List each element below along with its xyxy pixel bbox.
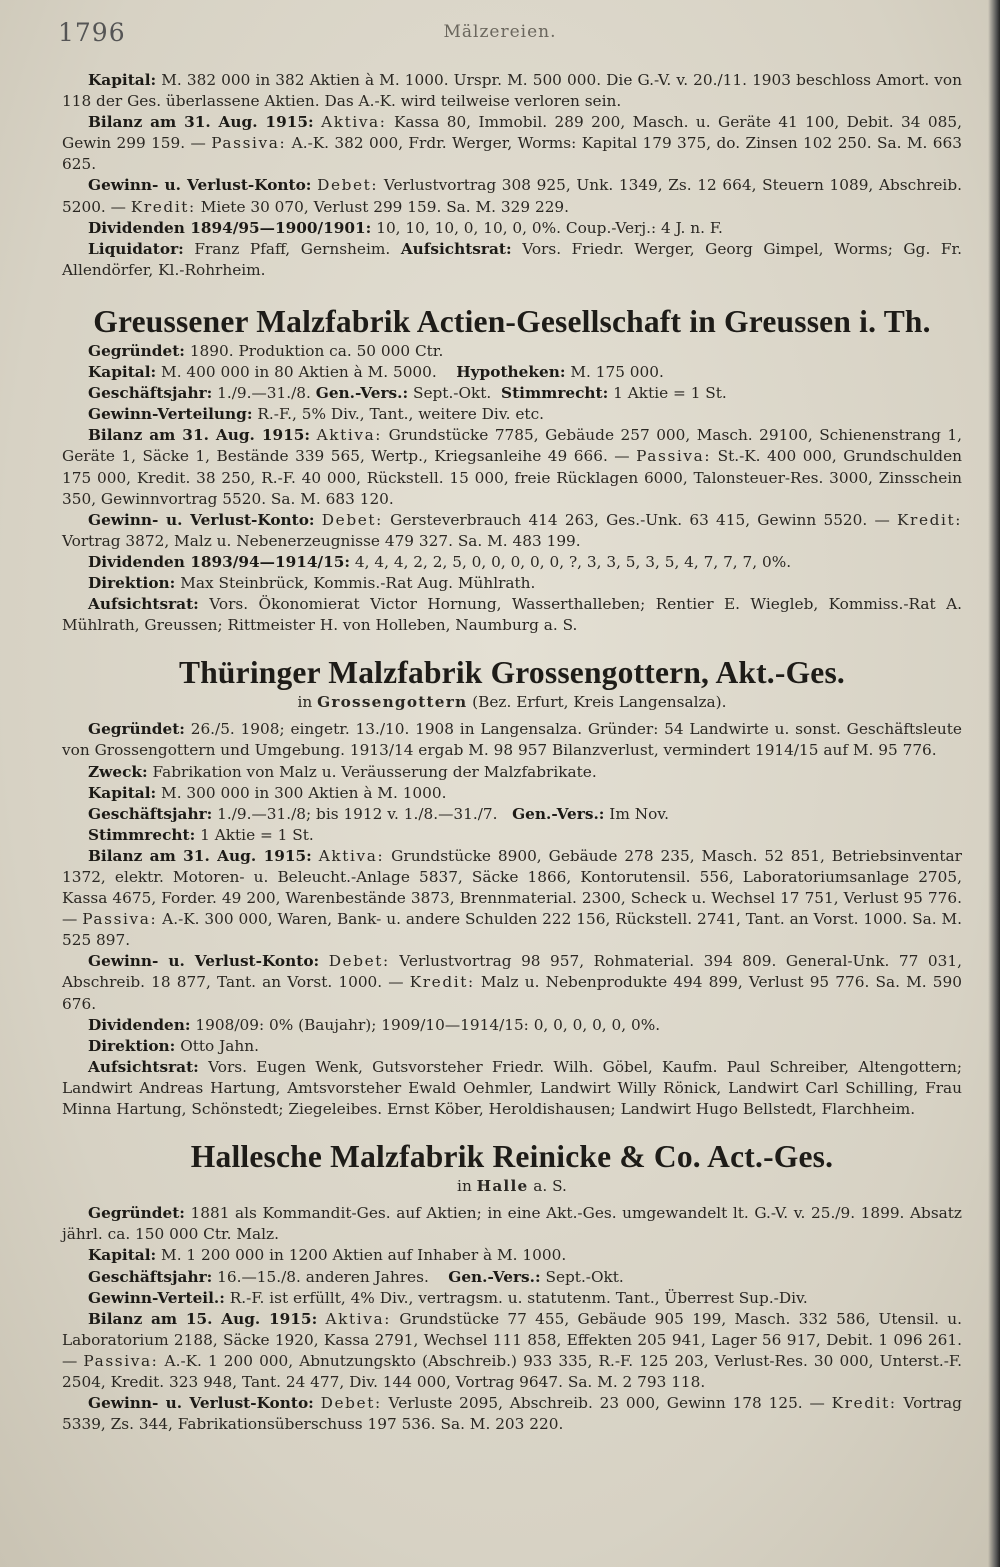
- spacer: [62, 281, 962, 303]
- genvers-label: Gen.-Vers.:: [512, 804, 605, 823]
- aufsichtsrat-label: Aufsichtsrat:: [400, 239, 512, 258]
- genvers-text: Im Nov.: [609, 804, 669, 823]
- stimmrecht-text: 1 Aktie = 1 St.: [613, 384, 727, 403]
- bilanz-paragraph: [62, 425, 962, 509]
- running-title: Mälzereien.: [443, 22, 557, 42]
- aktiva-label: Aktiva:: [325, 1309, 392, 1328]
- genvers-label: Gen.-Vers.:: [315, 384, 409, 403]
- geschaeftsjahr-text: 1./9.—31./8.: [217, 384, 311, 403]
- spacer: [62, 1120, 962, 1138]
- company-title: Thüringer Malzfabrik Grossengottern, Akt.-Ges.: [178, 655, 845, 691]
- gewinnverteilung-text: R.-F., 5% Div., Tant., weitere Div. etc.: [257, 405, 544, 424]
- company-title: Hallesche Malzfabrik Reinicke & Co. Act.-Ges.: [190, 1139, 834, 1175]
- gewinnverteilung-text: R.-F. ist erfüllt, 4% Div., vertragsm. u. statutenm. Tant., Überrest Sup.-Div.: [229, 1288, 808, 1307]
- bilanz-paragraph: [62, 846, 962, 951]
- passiva-label: Passiva:: [211, 134, 287, 153]
- bilanz-label: Bilanz am 15. Aug. 1915:: [88, 1309, 318, 1328]
- stimmrecht-paragraph: [62, 825, 962, 846]
- passiva-text: A.-K. 382 000, Frdr. Werger, Worms: Kapital 179 375, do. Zinsen 102 250. Sa. M. 663 625.: [62, 134, 962, 174]
- gegruendet-text: 1881 als Kommandit-Ges. auf Aktien; in eine Akt.-Ges. umgewandelt lt. G.-V. v. 25./9. 1899. Absatz jährl. ca. 150 000 Ctr. Malz.: [62, 1204, 962, 1244]
- entry-hallesche: [62, 1138, 962, 1435]
- geschaeftsjahr-paragraph: [62, 383, 962, 404]
- guv-paragraph: [62, 175, 962, 217]
- kapital-label: Kapital:: [88, 71, 157, 89]
- gegruendet-text: 26./5. 1908; eingetr. 13./10. 1908 in Langensalza. Gründer: 54 Landwirte u. sonst. Geschäftsleute von Grossengottern und Umgebung. 1913/14 ergab M. 98 957 Bilanzverlust, vermindert 1914/15 auf M. 95 776.: [62, 720, 962, 760]
- genvers-label: Gen.-Vers.:: [448, 1267, 541, 1286]
- geschaeftsjahr-text: 16.—15./8. anderen Jahres.: [217, 1267, 429, 1286]
- passiva-label: Passiva:: [636, 447, 712, 466]
- kapital-label: Kapital:: [88, 363, 157, 382]
- gewinnverteilung-label: Gewinn-Verteilung:: [88, 405, 253, 424]
- entry-greussener: [62, 303, 962, 636]
- kapital-text: M. 382 000 in 382 Aktien à M. 1000. Urspr. M. 500 000. Die G.-V. v. 20./11. 1903 beschloss Amort. von 118 der Ges. überlassene Aktien. Das A.-K. wird teilweise verloren sein.: [62, 71, 962, 111]
- debet-label: Debet:: [317, 176, 379, 195]
- gegruendet-label: Gegründet:: [88, 341, 185, 360]
- gegruendet-paragraph: [62, 1203, 962, 1245]
- guv-label: Gewinn- u. Verlust-Konto:: [88, 176, 312, 195]
- kredit-text: Miete 30 070, Verlust 299 159. Sa. M. 329 229.: [200, 197, 570, 216]
- passiva-text: St.-K. 400 000, Grundschulden 175 000, Kredit. 38 250, R.-F. 40 000, Rückstell. 15 000, freie Rücklagen 6000, Talonsteuer-Res. 3000, Zinsschein 350, Gewinnvortrag 5520. Sa. M. 683 120.: [62, 447, 962, 508]
- liquidator-paragraph: [62, 239, 962, 281]
- stimmrecht-text: 1 Aktie = 1 St.: [200, 825, 314, 844]
- liquidator-text: Franz Pfaff, Gernsheim.: [194, 239, 391, 258]
- debet-text: Gersteverbrauch 414 263, Ges.-Unk. 63 415, Gewinn 5520. —: [390, 510, 890, 529]
- kapital-paragraph: [62, 362, 962, 383]
- aufsichtsrat-paragraph: [62, 1057, 962, 1120]
- gegruendet-label: Gegründet:: [88, 1204, 185, 1223]
- aktiva-text: Grundstücke 8900, Gebäude 278 235, Masch. 52 851, Betriebsinventar 1372, elektr. Motoren- u. Beleucht.-Anlage 5837, Säcke 1866, Kontorutensil. 556, Laboratoriumsanlage 2705, Kassa 4675, Forder. 49 200, Warenbestände 3873, Brennmaterial. 2300, Scheck u. Wechsel 17 751, Verlust 95 776. —: [62, 846, 962, 929]
- debet-text: Verlustvortrag 308 925, Unk. 1349, Zs. 12 664, Steuern 1089, Abschreib. 5200. —: [62, 176, 962, 216]
- debet-label: Debet:: [321, 510, 383, 529]
- company-title: Greussener Malzfabrik Actien-Gesellschaft in Greussen i. Th.: [93, 303, 931, 339]
- geschaeftsjahr-label: Geschäftsjahr:: [88, 1267, 213, 1286]
- passiva-text: A.-K. 300 000, Waren, Bank- u. andere Schulden 222 156, Rückstell. 2741, Tant. an Vorst. 1000. Sa. M. 525 897.: [62, 910, 962, 950]
- gegruendet-label: Gegründet:: [88, 720, 185, 739]
- dividenden-label: Dividenden 1893/94—1914/15:: [88, 552, 351, 571]
- kapital-text: M. 1 200 000 in 1200 Aktien auf Inhaber à M. 1000.: [161, 1246, 567, 1265]
- kapital-paragraph: [62, 783, 962, 804]
- dividenden-text: 10, 10, 10, 0, 10, 0, 0%. Coup.-Verj.: 4 J. n. F.: [376, 218, 723, 237]
- direktion-label: Direktion:: [88, 573, 176, 592]
- stimmrecht-label: Stimmrecht:: [501, 384, 609, 403]
- entry-thueringer: [62, 654, 962, 1120]
- bilanz-label: Bilanz am 31. Aug. 1915:: [88, 426, 311, 445]
- company-location: [62, 1176, 962, 1197]
- location-place: Grossengottern: [317, 693, 468, 712]
- zweck-text: Fabrikation von Malz u. Veräusserung der Malzfabrikate.: [152, 762, 597, 781]
- aufsichtsrat-text: Vors. Ökonomierat Victor Hornung, Wasserthalleben; Rentier E. Wiegleb, Kommiss.-Rat A. Mühlrath, Greussen; Rittmeister H. von Holleben, Naumburg a. S.: [62, 595, 962, 635]
- gegruendet-paragraph: [62, 719, 962, 761]
- kredit-text: Vortrag 5339, Zs. 344, Fabrikationsüberschuss 197 536. Sa. M. 203 220.: [62, 1394, 962, 1434]
- dividenden-label: Dividenden 1894/95—1900/1901:: [88, 218, 372, 237]
- aufsichtsrat-label: Aufsichtsrat:: [88, 595, 199, 614]
- kapital-paragraph: [62, 70, 962, 112]
- debet-label: Debet:: [328, 952, 390, 971]
- passiva-label: Passiva:: [83, 1351, 159, 1370]
- bilanz-paragraph: [62, 1309, 962, 1393]
- kredit-text: Malz u. Nebenprodukte 494 899, Verlust 95 776. Sa. M. 590 676.: [62, 973, 962, 1013]
- guv-label: Gewinn- u. Verlust-Konto:: [88, 952, 320, 971]
- direktion-paragraph: [62, 573, 962, 594]
- aktiva-label: Aktiva:: [316, 426, 383, 445]
- gewinnverteilung-label: Gewinn-Verteil.:: [88, 1288, 225, 1307]
- aktiva-label: Aktiva:: [321, 113, 387, 132]
- guv-label: Gewinn- u. Verlust-Konto:: [88, 1394, 314, 1413]
- bilanz-paragraph: [62, 112, 962, 175]
- kredit-label: Kredit:: [409, 973, 475, 992]
- direktion-text: Otto Jahn.: [180, 1036, 259, 1055]
- zweck-paragraph: [62, 762, 962, 783]
- gegruendet-paragraph: [62, 341, 962, 362]
- dividenden-text: 1908/09: 0% (Baujahr); 1909/10—1914/15: 0, 0, 0, 0, 0, 0%.: [195, 1015, 661, 1034]
- gewinnverteilung-paragraph: [62, 404, 962, 425]
- kapital-paragraph: [62, 1245, 962, 1266]
- aufsichtsrat-paragraph: [62, 594, 962, 636]
- location-detail: (Bez. Erfurt, Kreis Langensalza).: [472, 693, 727, 712]
- dividenden-label: Dividenden:: [88, 1015, 191, 1034]
- dividenden-paragraph: [62, 552, 962, 573]
- kredit-label: Kredit:: [897, 510, 962, 529]
- liquidator-label: Liquidator:: [88, 239, 184, 258]
- aktiva-text: Kassa 80, Immobil. 289 200, Masch. u. Geräte 41 100, Debit. 34 085, Gewin 299 159. —: [62, 113, 962, 153]
- kredit-label: Kredit:: [130, 197, 196, 216]
- location-in: in: [297, 693, 313, 712]
- guv-paragraph: [62, 1393, 962, 1435]
- debet-text: Verlustvortrag 98 957, Rohmaterial. 394 809. General-Unk. 77 031, Abschreib. 18 877, Tant. an Vorst. 1000. —: [62, 952, 962, 992]
- stimmrecht-label: Stimmrecht:: [88, 825, 196, 844]
- aktiva-text: Grundstücke 7785, Gebäude 257 000, Masch. 29100, Schienenstrang 1, Geräte 1, Säcke 1, Bestände 339 565, Wertp., Kriegsanleihe 49 666. —: [62, 426, 962, 466]
- company-location: [62, 692, 962, 713]
- debet-text: Verluste 2095, Abschreib. 23 000, Gewinn 178 125. —: [388, 1394, 825, 1413]
- gegruendet-text: 1890. Produktion ca. 50 000 Ctr.: [189, 341, 444, 360]
- entry-continuation: [62, 70, 962, 281]
- kapital-text: M. 400 000 in 80 Aktien à M. 5000.: [161, 363, 437, 382]
- direktion-text: Max Steinbrück, Kommis.-Rat Aug. Mühlrath.: [180, 573, 536, 592]
- aufsichtsrat-text: Vors. Eugen Wenk, Gutsvorsteher Friedr. Wilh. Göbel, Kaufm. Paul Schreiber, Altengottern; Landwirt Andreas Hartung, Amtsvorsteher Ewald Oehmler, Landwirt Willy Rönick, Landwirt Carl Schilling, Frau Minna Hartung, Schönstedt; Ziegeleibes. Ernst Köber, Heroldishausen; Landwirt Hugo Bellstedt, Flarchheim.: [62, 1057, 962, 1119]
- location-in: in: [457, 1177, 472, 1196]
- dividenden-text: 4, 4, 4, 2, 2, 5, 0, 0, 0, 0, 0, ?, 3, 3, 5, 3, 5, 4, 7, 7, 7, 0%.: [354, 552, 792, 571]
- location-detail: a. S.: [533, 1177, 567, 1196]
- spacer: [62, 636, 962, 654]
- aktiva-label: Aktiva:: [318, 846, 385, 865]
- geschaeftsjahr-text: 1./9.—31./8; bis 1912 v. 1./8.—31./7.: [217, 804, 498, 823]
- guv-paragraph: [62, 510, 962, 552]
- passiva-text: A.-K. 1 200 000, Abnutzungskto (Abschreib.) 933 335, R.-F. 125 203, Verlust-Res. 30 000, Unterst.-F. 2504, Kredit. 323 948, Tant. 24 477, Div. 144 000, Vortrag 9647. Sa. M. 2 793 118.: [62, 1351, 962, 1391]
- aufsichtsrat-label: Aufsichtsrat:: [88, 1057, 199, 1076]
- geschaeftsjahr-label: Geschäftsjahr:: [88, 384, 213, 403]
- hypotheken-text: M. 175 000.: [570, 363, 664, 382]
- bilanz-label: Bilanz am 31. Aug. 1915:: [88, 113, 314, 132]
- direktion-paragraph: [62, 1036, 962, 1057]
- dividenden-paragraph: [62, 1015, 962, 1036]
- gewinnverteilung-paragraph: [62, 1288, 962, 1309]
- genvers-text: Sept.-Okt.: [412, 384, 492, 403]
- guv-label: Gewinn- u. Verlust-Konto:: [88, 510, 315, 529]
- page-number: 1796: [58, 18, 126, 47]
- content: [62, 70, 962, 1435]
- geschaeftsjahr-label: Geschäftsjahr:: [88, 804, 213, 823]
- bilanz-label: Bilanz am 31. Aug. 1915:: [88, 846, 312, 865]
- guv-paragraph: [62, 951, 962, 1014]
- direktion-label: Direktion:: [88, 1036, 176, 1055]
- kapital-label: Kapital:: [88, 783, 157, 802]
- location-place: Halle: [476, 1177, 529, 1196]
- debet-label: Debet:: [320, 1394, 382, 1413]
- zweck-label: Zweck:: [88, 762, 148, 781]
- kredit-label: Kredit:: [831, 1394, 897, 1413]
- geschaeftsjahr-paragraph: [62, 804, 962, 825]
- hypotheken-label: Hypotheken:: [456, 363, 566, 382]
- page-header: [0, 0, 1000, 60]
- passiva-label: Passiva:: [82, 910, 158, 929]
- kapital-text: M. 300 000 in 300 Aktien à M. 1000.: [161, 783, 447, 802]
- kapital-label: Kapital:: [88, 1246, 157, 1265]
- geschaeftsjahr-paragraph: [62, 1267, 962, 1288]
- aufsichtsrat-text: Vors. Friedr. Werger, Georg Gimpel, Worms; Gg. Fr. Allendörfer, Kl.-Rohrheim.: [62, 239, 962, 279]
- genvers-text: Sept.-Okt.: [545, 1267, 624, 1286]
- kredit-text: Vortrag 3872, Malz u. Nebenerzeugnisse 479 327. Sa. M. 483 199.: [62, 531, 581, 550]
- aktiva-text: Grundstücke 77 455, Gebäude 905 199, Masch. 332 586, Utensil. u. Laboratorium 2188, Säcke 1920, Kassa 2791, Wechsel 111 858, Effekten 205 941, Lager 56 917, Debit. 1 096 261. —: [62, 1309, 962, 1370]
- page-edge-shadow: [988, 0, 1000, 1567]
- dividenden-paragraph: [62, 218, 962, 239]
